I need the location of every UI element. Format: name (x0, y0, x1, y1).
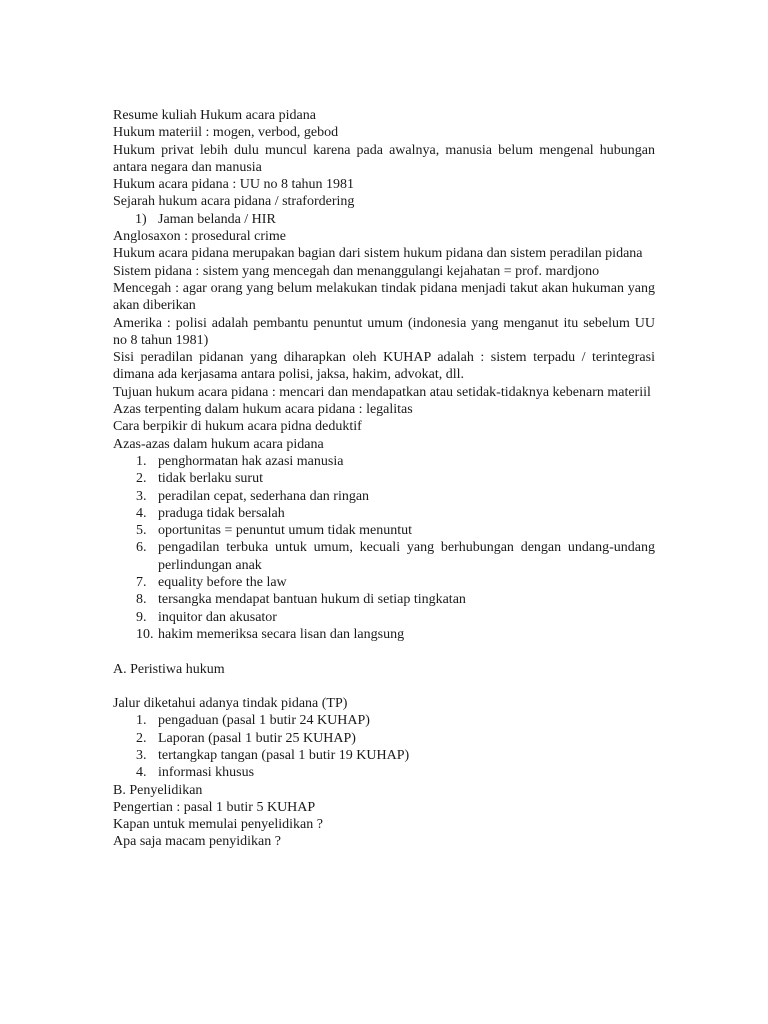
list-item (113, 712, 655, 729)
list-text: equality before the law (158, 575, 287, 591)
list-number: 4. (136, 765, 147, 781)
paragraph-jalur: Jalur diketahui adanya tindak pidana (TP) (113, 696, 348, 712)
list-item (113, 470, 655, 487)
paragraph-apa-saja: Apa saja macam penyidikan ? (113, 834, 281, 850)
list-item (113, 591, 655, 608)
paragraph-mencegah: Mencegah : agar orang yang belum melakukan tindak pidana menjadi takut akan hukuman yang akan diberikan (113, 280, 655, 314)
blank-line (113, 678, 655, 695)
list-item (113, 609, 655, 626)
list-text: oportunitas = penuntut umum tidak menuntut (158, 523, 413, 539)
list-item (113, 211, 655, 228)
jalur-list (113, 712, 655, 781)
list-item (113, 764, 655, 781)
list-text: tidak berlaku surut (158, 471, 263, 487)
paragraph-bagian-sistem: Hukum acara pidana merupakan bagian dari sistem hukum pidana dan sistem peradilan pidana (113, 246, 643, 262)
list-text: inquitor dan akusator (158, 609, 277, 625)
section-heading-b: B. Penyelidikan (113, 782, 203, 798)
section-heading-a: A. Peristiwa hukum (113, 661, 225, 677)
list-number: 7. (136, 575, 147, 591)
list-number: 5. (136, 523, 147, 539)
list-number: 6. (136, 540, 147, 556)
paragraph-azas-terpenting: Azas terpenting dalam hukum acara pidana : legalitas (113, 402, 413, 418)
paragraph-tujuan: Tujuan hukum acara pidana : mencari dan mendapatkan atau setidak-tidaknya kebenarn materiil (113, 384, 651, 400)
blank-line (113, 643, 655, 660)
list-text: tertangkap tangan (pasal 1 butir 19 KUHAP) (158, 747, 410, 763)
list-number: 3. (136, 488, 147, 504)
paragraph-pengertian: Pengertian : pasal 1 butir 5 KUHAP (113, 799, 316, 815)
paragraph-cara-berpikir: Cara berpikir di hukum acara pidna deduktif (113, 419, 362, 435)
list-number: 1. (136, 453, 147, 469)
list-item (113, 626, 655, 643)
paragraph-hukum-privat: Hukum privat lebih dulu muncul karena pada awalnya, manusia belum mengenal hubungan antara negara dan manusia (113, 142, 655, 175)
paragraph-azas-azas: Azas-azas dalam hukum acara pidana (113, 436, 324, 452)
document-page (113, 107, 655, 851)
list-item (113, 539, 655, 574)
paragraph-sejarah: Sejarah hukum acara pidana / strafordering (113, 194, 355, 210)
list-item (113, 488, 655, 505)
paragraph-anglosaxon: Anglosaxon : prosedural crime (113, 229, 287, 245)
list-text: praduga tidak bersalah (158, 505, 285, 521)
list-item (113, 747, 655, 764)
list-number: 2. (136, 471, 147, 487)
paragraph-amerika: Amerika : polisi adalah pembantu penuntut umum (indonesia yang menganut itu sebelum UU no 8 tahun 1981) (113, 315, 655, 348)
list-number: 9. (136, 609, 147, 625)
list-number: 4. (136, 505, 147, 521)
list-text: hakim memeriksa secara lisan dan langsung (158, 626, 405, 642)
list-item (113, 574, 655, 591)
sejarah-list (113, 211, 655, 228)
list-text: pengaduan (pasal 1 butir 24 KUHAP) (158, 713, 370, 729)
list-text: informasi khusus (158, 765, 255, 781)
list-text: Jaman belanda / HIR (158, 211, 276, 227)
list-number: 1. (136, 713, 147, 729)
list-text: peradilan cepat, sederhana dan ringan (158, 488, 370, 504)
list-item (113, 505, 655, 522)
paragraph-hukum-acara-pidana: Hukum acara pidana : UU no 8 tahun 1981 (113, 177, 355, 193)
list-number: 2. (136, 730, 147, 746)
list-number: 1) (135, 211, 147, 227)
list-text: tersangka mendapat bantuan hukum di setiap tingkatan (158, 592, 466, 608)
azas-list (113, 453, 655, 643)
paragraph-hukum-materiil: Hukum materiil : mogen, verbod, gebod (113, 125, 339, 141)
list-text: pengadilan terbuka untuk umum, kecuali yang berhubungan dengan undang-undang perlindungan anak (158, 540, 655, 573)
list-number: 8. (136, 592, 147, 608)
list-number: 10. (136, 626, 154, 642)
list-number: 3. (136, 747, 147, 763)
list-item (113, 453, 655, 470)
paragraph-kapan: Kapan untuk memulai penyelidikan ? (113, 817, 323, 833)
list-item (113, 522, 655, 539)
list-text: Laporan (pasal 1 butir 25 KUHAP) (158, 730, 356, 746)
paragraph-sistem-pidana: Sistem pidana : sistem yang mencegah dan menanggulangi kejahatan = prof. mardjono (113, 263, 600, 279)
document-title: Resume kuliah Hukum acara pidana (113, 108, 316, 123)
list-item (113, 730, 655, 747)
paragraph-sisi-peradilan: Sisi peradilan pidanan yang diharapkan oleh KUHAP adalah : sistem terpadu / terintegrasi dimana ada kerjasama antara polisi, jaksa, hakim, advokat, dll. (113, 350, 655, 383)
list-text: penghormatan hak azasi manusia (158, 453, 344, 469)
